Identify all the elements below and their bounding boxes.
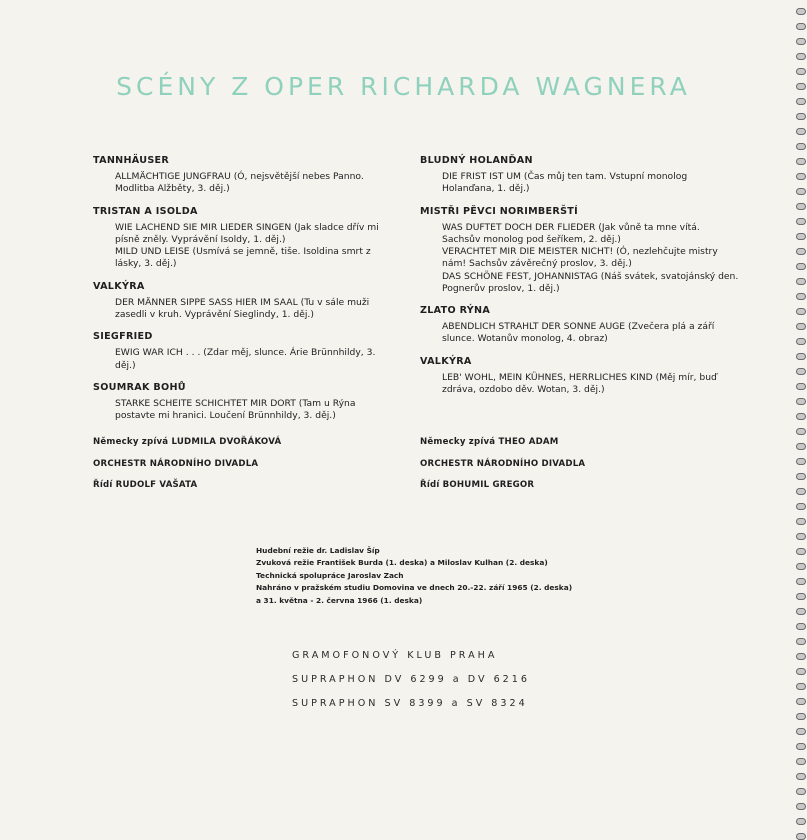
right-conductor-credit: Řídí BOHUMIL GREGOR — [420, 480, 535, 490]
opera-section — [93, 206, 393, 271]
opera-title: ZLATO RÝNA — [420, 305, 491, 317]
opera-title: MISTŘI PĚVCI NORIMBERŠTÍ — [420, 205, 578, 217]
credit-line: a 31. května - 2. června 1966 (1. deska) — [256, 595, 423, 605]
production-credits — [256, 545, 586, 607]
opera-title: TRISTAN A ISOLDA — [93, 205, 198, 217]
opera-section — [420, 305, 740, 346]
right-orchestra-credit: ORCHESTR NÁRODNÍHO DIVADLA — [420, 459, 586, 469]
catalog-line-2: SUPRAPHON SV 8399 a SV 8324 — [292, 698, 528, 709]
club-name: GRAMOFONOVÝ KLUB PRAHA — [292, 650, 498, 661]
track-item: LEB' WOHL, MEIN KÜHNES, HERRLICHES KIND (Měj mír, buď zdráva, ozdobo děv. Wotan, 3. děj.) — [442, 371, 717, 396]
opera-section — [420, 356, 740, 397]
opera-title: VALKÝRA — [93, 280, 145, 292]
opera-section — [93, 281, 393, 322]
page-title: SCÉNY Z OPER RICHARDA WAGNERA — [116, 72, 691, 101]
right-singer-credit: Německy zpívá THEO ADAM — [420, 437, 559, 447]
opera-section — [420, 206, 740, 295]
left-orchestra-credit: ORCHESTR NÁRODNÍHO DIVADLA — [93, 459, 259, 469]
left-tracklist — [93, 155, 393, 432]
opera-section — [93, 382, 393, 423]
opera-title: TANNHÄUSER — [93, 155, 170, 166]
track-item: DAS SCHÖNE FEST, JOHANNISTAG (Náš svátek, svatojánský den. Pognerův proslov, 1. děj.) — [442, 270, 739, 294]
right-tracklist — [420, 155, 740, 406]
track-item: VERACHTET MIR DIE MEISTER NICHT! (Ó, nezlehčujte mistry nám! Sachsův závěrečný proslov, 3. děj.) — [442, 246, 718, 270]
opera-title: BLUDNÝ HOLANĎAN — [420, 155, 533, 166]
track-item: WIE LACHEND SIE MIR LIEDER SINGEN (Jak sladce dřív mi písně zněly. Vyprávění Isoldy, 1. děj.) — [115, 221, 379, 246]
credit-line: Technická spolupráce Jaroslav Zach — [256, 570, 404, 580]
track-item: STARKE SCHEITE SCHICHTET MIR DORT (Tam u Rýna postavte mi hranici. Loučení Brünnhildy, 3. děj.) — [115, 398, 356, 422]
credit-line: Zvuková režie František Burda (1. deska) a Miloslav Kulhan (2. deska) — [256, 558, 548, 568]
left-singer-credit: Německy zpívá LUDMILA DVOŘÁKOVÁ — [93, 437, 282, 447]
spiral-binding — [793, 0, 807, 768]
credit-line: Nahráno v pražském studiu Domovina ve dnech 20.-22. září 1965 (2. deska) — [256, 583, 573, 593]
opera-title: SOUMRAK BOHŮ — [93, 381, 186, 393]
credit-line: Hudební režie dr. Ladislav Šíp — [256, 546, 380, 555]
left-conductor-credit: Řídí RUDOLF VAŠATA — [93, 480, 198, 490]
track-item: EWIG WAR ICH . . . (Zdar měj, slunce. Árie Brünnhildy, 3. děj.) — [115, 347, 376, 371]
catalog-line-1: SUPRAPHON DV 6299 a DV 6216 — [292, 674, 530, 685]
track-item: DER MÄNNER SIPPE SASS HIER IM SAAL (Tu v sále muži zasedli v kruh. Vyprávění Sieglindy, 1. děj.) — [115, 296, 370, 321]
track-item: MILD UND LEISE (Usmívá se jemně, tiše. Isoldina smrt z lásky, 3. děj.) — [115, 246, 371, 270]
opera-section — [420, 155, 740, 196]
opera-section — [93, 155, 393, 196]
track-item: WAS DUFTET DOCH DER FLIEDER (Jak vůně ta mne vítá. Sachsův monolog pod šeříkem, 2. děj.) — [442, 221, 700, 246]
track-item: ALLMÄCHTIGE JUNGFRAU (Ó, nejsvětější nebes Panno. Modlitba Alžběty, 3. děj.) — [115, 171, 364, 195]
track-item: DIE FRIST IST UM (Čas můj ten tam. Vstupní monolog Holanďana, 1. děj.) — [442, 171, 688, 195]
opera-title: SIEGFRIED — [93, 331, 153, 343]
opera-section — [93, 331, 393, 372]
opera-title: VALKÝRA — [420, 355, 472, 367]
track-item: ABENDLICH STRAHLT DER SONNE AUGE (Zvečera plá a září slunce. Wotanův monolog, 4. obraz) — [442, 321, 715, 345]
